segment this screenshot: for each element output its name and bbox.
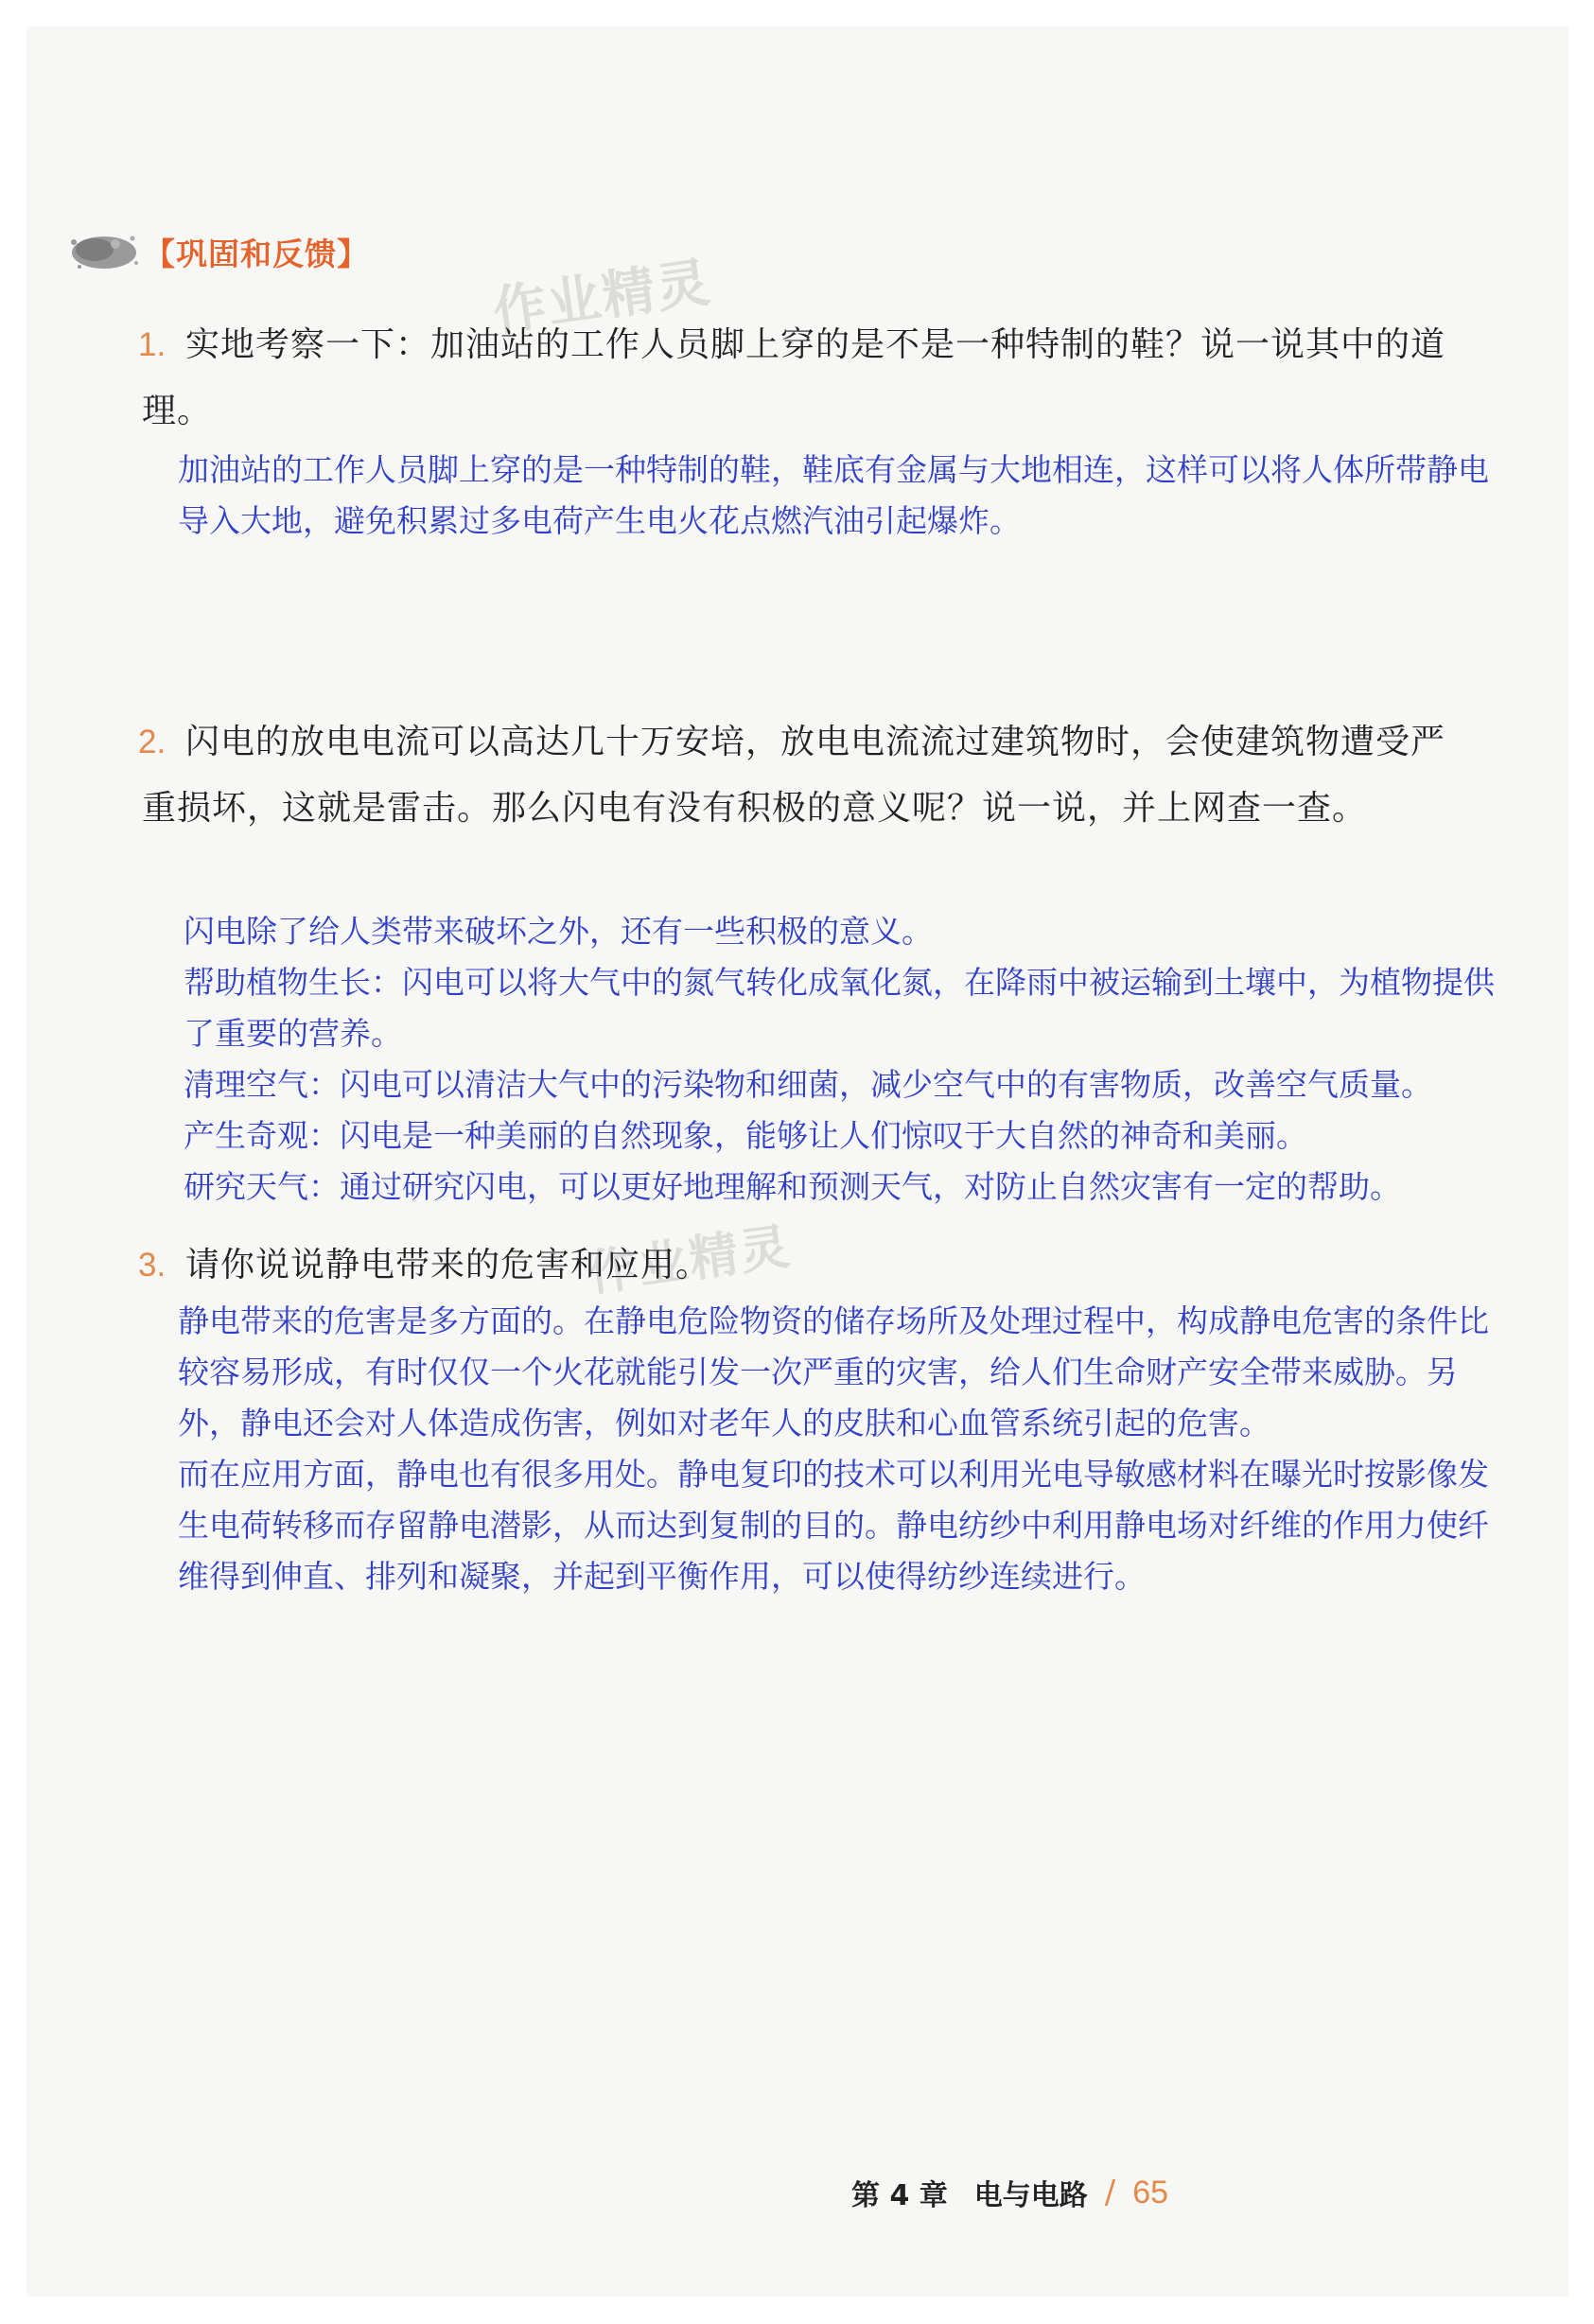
answer-2 <box>184 906 1508 1213</box>
question-text: 闪电的放电电流可以高达几十万安培，放电电流流过建筑物时，会使建筑物遭受严重损坏，这就是雷击。那么闪电有没有积极的意义呢？说一说，并上网查一查。 <box>142 723 1446 828</box>
watermark: 作业精灵 <box>489 252 716 343</box>
answer-paragraph: 静电带来的危害是多方面的。在静电危险物资的储存场所及处理过程中，构成静电危害的条件比较容易形成，有时仅仅一个火花就能引发一次严重的灾害，给人们生命财产安全带来威胁。另外，静电还会对人体造成伤害，例如对老年人的皮肤和心血管系统引起的危害。 <box>178 1302 1489 1442</box>
answer-paragraph: 研究天气：通过研究闪电，可以更好地理解和预测天气，对防止自然灾害有一定的帮助。 <box>184 1168 1401 1205</box>
question-1 <box>138 312 1457 445</box>
footer-separator: / <box>1104 2174 1116 2211</box>
splash-icon <box>66 227 142 276</box>
question-text: 实地考察一下：加油站的工作人员脚上穿的是不是一种特制的鞋？说一说其中的道理。 <box>142 325 1446 430</box>
question-text: 请你说说静电带来的危害和应用。 <box>185 1246 711 1284</box>
page-number: 65 <box>1132 2174 1169 2210</box>
answer-paragraph: 闪电除了给人类带来破坏之外，还有一些积极的意义。 <box>184 913 933 950</box>
question-3 <box>138 1232 1457 1299</box>
answer-paragraph: 产生奇观：闪电是一种美丽的自然现象，能够让人们惊叹于大自然的神奇和美丽。 <box>184 1117 1307 1154</box>
question-number: 3. <box>138 1247 166 1284</box>
watermark: 作业精灵 <box>584 1218 795 1303</box>
section-title: 【巩固和反馈】 <box>144 235 369 272</box>
section-header <box>66 223 369 280</box>
answer-paragraph: 加油站的工作人员脚上穿的是一种特制的鞋，鞋底有金属与大地相连，这样可以将人体所带静电导入大地，避免积累过多电荷产生电火花点燃汽油引起爆炸。 <box>178 451 1489 539</box>
answer-paragraph: 清理空气：闪电可以清洁大气中的污染物和细菌，减少空气中的有害物质，改善空气质量。 <box>184 1066 1432 1103</box>
answer-1 <box>178 445 1502 547</box>
chapter-label: 第 4 章 <box>851 2179 948 2212</box>
question-2 <box>138 709 1457 842</box>
question-number: 1. <box>138 326 166 363</box>
answer-3 <box>178 1296 1502 1602</box>
answer-paragraph: 帮助植物生长：闪电可以将大气中的氮气转化成氧化氮，在降雨中被运输到土壤中，为植物提供了重要的营养。 <box>184 964 1495 1052</box>
answer-paragraph: 而在应用方面，静电也有很多用处。静电复印的技术可以利用光电导敏感材料在曝光时按影像发生电荷转移而存留静电潜影，从而达到复制的目的。静电纺纱中利用静电场对纤维的作用力使纤维得到伸直、排列和凝聚，并起到平衡作用，可以使得纺纱连续进行。 <box>178 1456 1489 1595</box>
chapter-title: 电与电路 <box>973 2179 1088 2212</box>
question-number: 2. <box>138 724 166 760</box>
page-footer <box>851 2172 1168 2213</box>
